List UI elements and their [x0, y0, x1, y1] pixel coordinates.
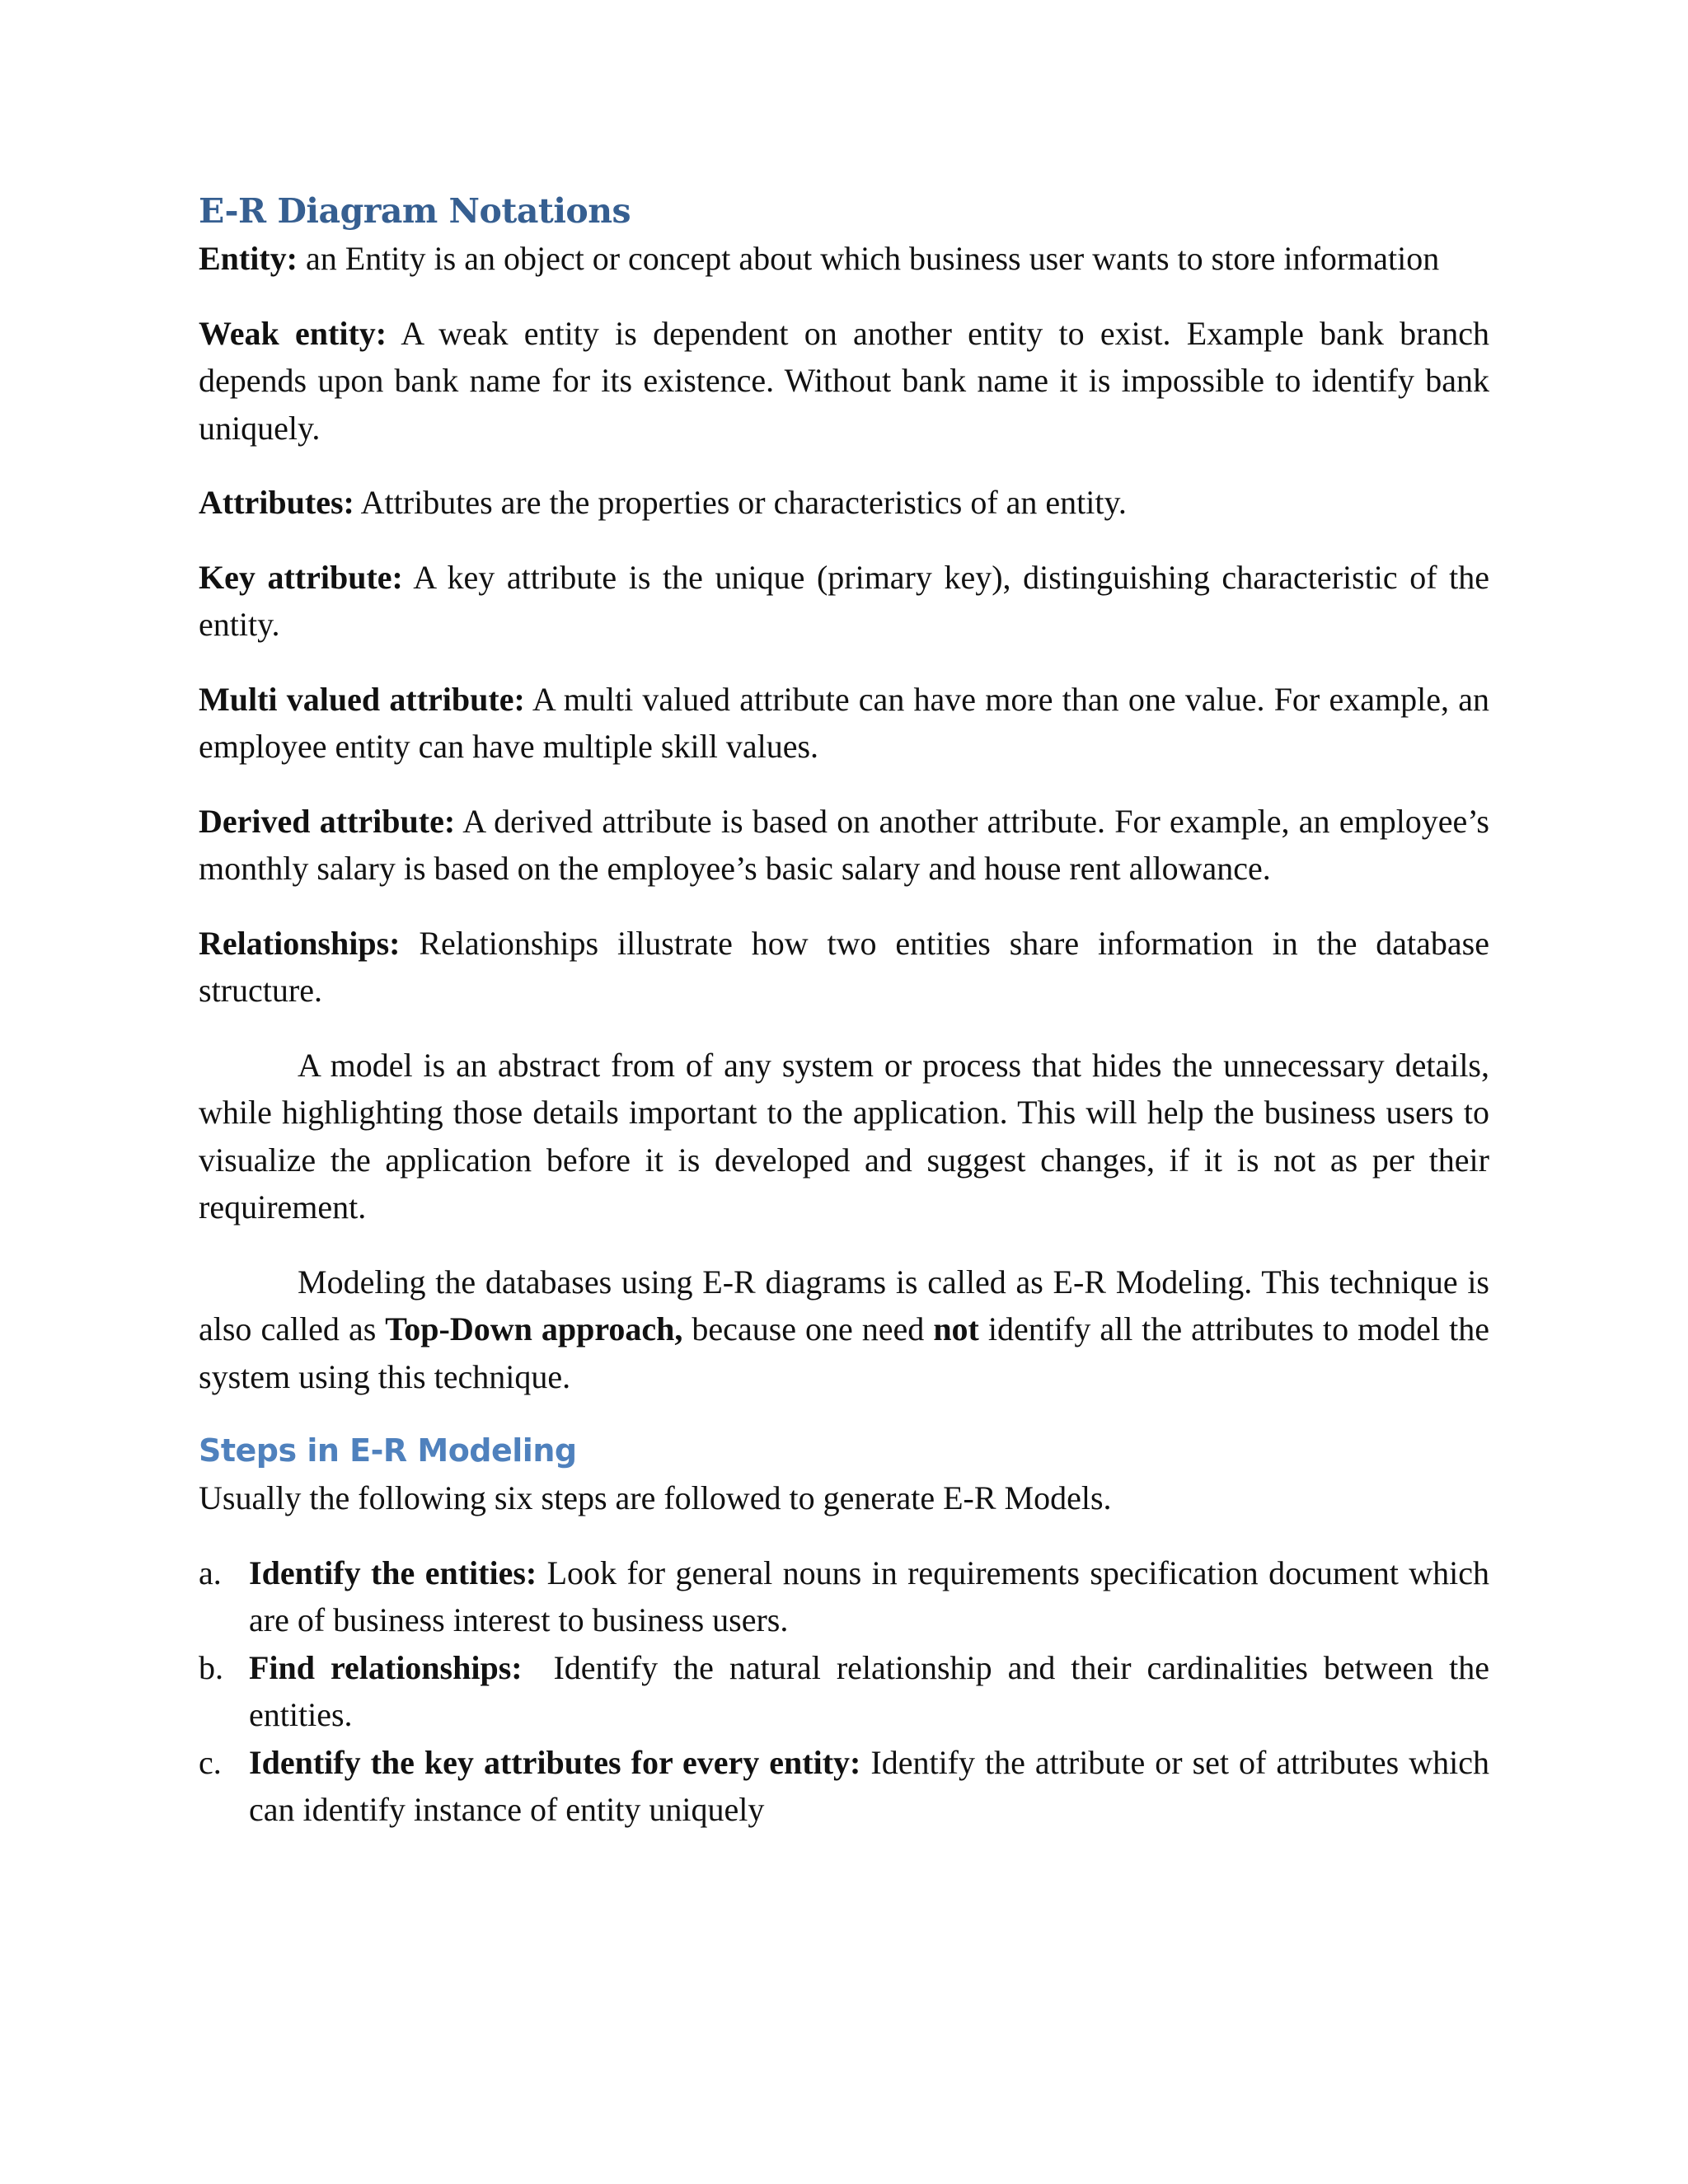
definition-entity	[199, 235, 1489, 283]
definition-key-attribute	[199, 554, 1489, 649]
list-marker: c.	[199, 1743, 222, 1781]
step-text: Identify the attribute or set of attributes which can identify instance of entity uniquely	[249, 1743, 1489, 1828]
heading-er-diagram-notations: E-R Diagram Notations	[199, 191, 631, 231]
definition-derived-attribute	[199, 798, 1489, 893]
definition-text: A derived attribute is based on another attribute. For example, an employee’s monthly salary is based on the employee’s basic salary and house rent allowance.	[199, 802, 1489, 887]
definition-term: Key attribute:	[199, 558, 403, 596]
steps-intro: Usually the following six steps are followed to generate E-R Models.	[199, 1479, 1112, 1516]
definition-text: A key attribute is the unique (primary key), distinguishing characteristic of the entity.	[199, 558, 1489, 643]
step-term: Identify the key attributes for every entity:	[249, 1743, 861, 1781]
modeling-text-3: identify all the attributes to model the system using this technique.	[199, 1310, 1490, 1395]
definition-term: Derived attribute:	[199, 802, 456, 840]
definition-text: Relationships illustrate how two entities share information in the database structure.	[199, 924, 1489, 1009]
page-content	[199, 188, 1498, 1834]
modeling-text-2: because one need	[682, 1310, 934, 1347]
heading-steps-in-er-modeling: Steps in E-R Modeling	[199, 1432, 577, 1469]
list-marker: b.	[199, 1648, 223, 1686]
definition-term: Relationships:	[199, 924, 401, 962]
definition-term: Attributes:	[199, 484, 354, 521]
definition-weak-entity	[199, 310, 1489, 452]
list-item	[199, 1549, 1489, 1644]
modeling-text-1: Modeling the databases using E-R diagrams is called as E-R Modeling. This technique is also called as	[199, 1263, 1489, 1347]
list-marker: a.	[199, 1554, 222, 1591]
definition-multi-valued-attribute	[199, 676, 1489, 771]
modeling-paragraph	[199, 1258, 1489, 1401]
definition-term: Multi valued attribute:	[199, 680, 525, 718]
definition-term: Entity:	[199, 240, 298, 277]
definition-attributes	[199, 479, 1489, 527]
list-item	[199, 1739, 1489, 1834]
definition-text: Attributes are the properties or characteristics of an entity.	[354, 484, 1127, 521]
modeling-bold-top-down: Top-Down approach,	[385, 1310, 683, 1347]
modeling-bold-not: not	[933, 1310, 979, 1347]
definition-text: A weak entity is dependent on another entity to exist. Example bank branch depends upon bank name for its existence. Without bank name it is impossible to identify bank uniquely.	[199, 314, 1489, 447]
step-text: Look for general nouns in requirements specification document which are of business interest to business users.	[249, 1554, 1489, 1638]
definition-relationships	[199, 920, 1489, 1015]
definition-text: an Entity is an object or concept about which business user wants to store information	[298, 240, 1440, 277]
step-term: Find relationships:	[249, 1648, 523, 1686]
definition-term: Weak entity:	[199, 314, 387, 352]
model-paragraph: A model is an abstract from of any system or process that hides the unnecessary details, while highlighting those details important to the application. This will help the business users to visualize the application before it is developed and suggest changes, if it is not as per their requirement.	[199, 1046, 1489, 1226]
list-item	[199, 1644, 1498, 1739]
step-term: Identify the entities:	[249, 1554, 537, 1591]
step-text: Identify the natural relationship and their cardinalities between the entities.	[249, 1648, 1498, 1733]
definition-text: A multi valued attribute can have more than one value. For example, an employee entity can have multiple skill values.	[199, 680, 1489, 765]
steps-list	[199, 1549, 1498, 1834]
